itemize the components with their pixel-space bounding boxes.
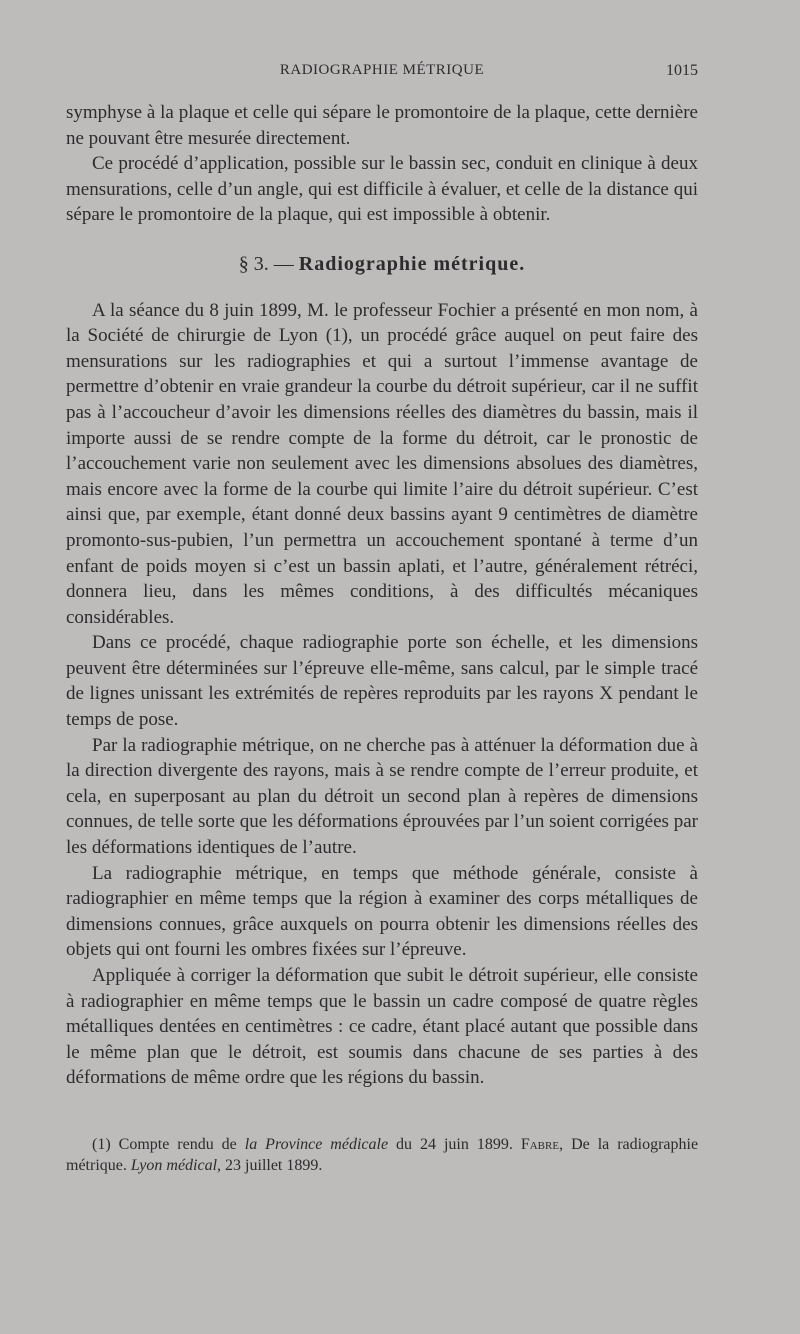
footnote-text: , 23 juillet 1899. [217, 1157, 323, 1174]
section-heading [66, 252, 698, 278]
footnote-marker: (1) [92, 1136, 111, 1153]
paragraph: Par la radiographie métrique, on ne cherche pas à atténuer la déformation due à la direction divergente des rayons, mais à se rendre compte de l’erreur produite, et cela, en superposant au plan du détroit un second plan à repères de dimensions connues, de telle sorte que les déformations éprouvées par l’un soient corrigées par les déformations identiques de l’autre. [66, 734, 698, 859]
page-number: 1015 [666, 62, 698, 79]
paragraph-continuation: symphyse à la plaque et celle qui sépare le promontoire de la plaque, cette dernière ne pouvant être mesurée directement. [66, 102, 698, 149]
running-title: RADIOGRAPHIE MÉTRIQUE [279, 62, 485, 78]
footnote-text: Compte rendu de [118, 1136, 237, 1153]
footnote-journal: Lyon médical [130, 1157, 218, 1174]
footnote-author: Fabre [520, 1136, 560, 1153]
paragraph: La radiographie métrique, en temps que méthode générale, consiste à radiographier en même temps que la région à examiner des corps métalliques de dimensions connues, grâce auxquels on pourra obtenir les dimensions réelles des objets qui ont fourni les ombres fixées sur l’épreuve. [66, 862, 698, 961]
footnote-text: du 24 juin 1899. [396, 1136, 513, 1153]
page-header [66, 62, 698, 86]
paragraph: Ce procédé d’application, possible sur le bassin sec, conduit en clinique à deux mensurations, celle d’un angle, qui est difficile à évaluer, et celle de la distance qui sépare le promontoire de la plaque, qui est impossible à obtenir. [66, 153, 698, 226]
paragraph: A la séance du 8 juin 1899, M. le professeur Fochier a présenté en mon nom, à la Société de chirurgie de Lyon (1), un procédé grâce auquel on peut faire des mensurations sur les radiographies et qui a surtout l’immense avantage de permettre d’obtenir en vraie grandeur la courbe du détroit supérieur, car il ne suffit pas à l’accoucheur d’avoir les dimensions réelles des diamètres du bassin, mais il importe aussi de se rendre compte de la forme du détroit, car le pronostic de l’accouchement varie non seulement avec les dimensions absolues des diamètres, mais encore avec la forme de la courbe qui limite l’aire du détroit supérieur. C’est ainsi que, par exemple, étant donné deux bassins ayant 9 centimètres de diamètre promonto-sus-pubien, l’un permettra un accouchement spontané à terme d’un enfant de poids moyen si c’est un bassin aplati, et l’autre, généralement rétréci, donnera lieu, dans les mêmes conditions, à des difficultés mécaniques considérables. [66, 299, 698, 628]
section-title: Radiographie métrique. [298, 252, 526, 275]
paragraph: Dans ce procédé, chaque radiographie porte son échelle, et les dimensions peuvent être déterminées sur l’épreuve elle-même, sans calcul, par le simple tracé de lignes unissant les extrémités de repères reproduits par les rayons X pendant le temps de pose. [66, 632, 698, 731]
body-text [66, 100, 698, 1091]
section-number: § 3. — [238, 252, 294, 275]
footnote-journal: la Province médicale [244, 1136, 389, 1153]
footnote [66, 1134, 698, 1176]
paragraph: Appliquée à corriger la déformation que subit le détroit supérieur, elle consiste à radiographier en même temps que le bassin un cadre composé de quatre règles métalliques dentées en centimètres : ce cadre, étant placé autant que possible dans le même plan que le détroit, est soumis dans chacune de ses parties à des déformations de même ordre que les régions du bassin. [66, 965, 698, 1089]
footnote-text: , De la radiographie métrique. [66, 1136, 699, 1174]
